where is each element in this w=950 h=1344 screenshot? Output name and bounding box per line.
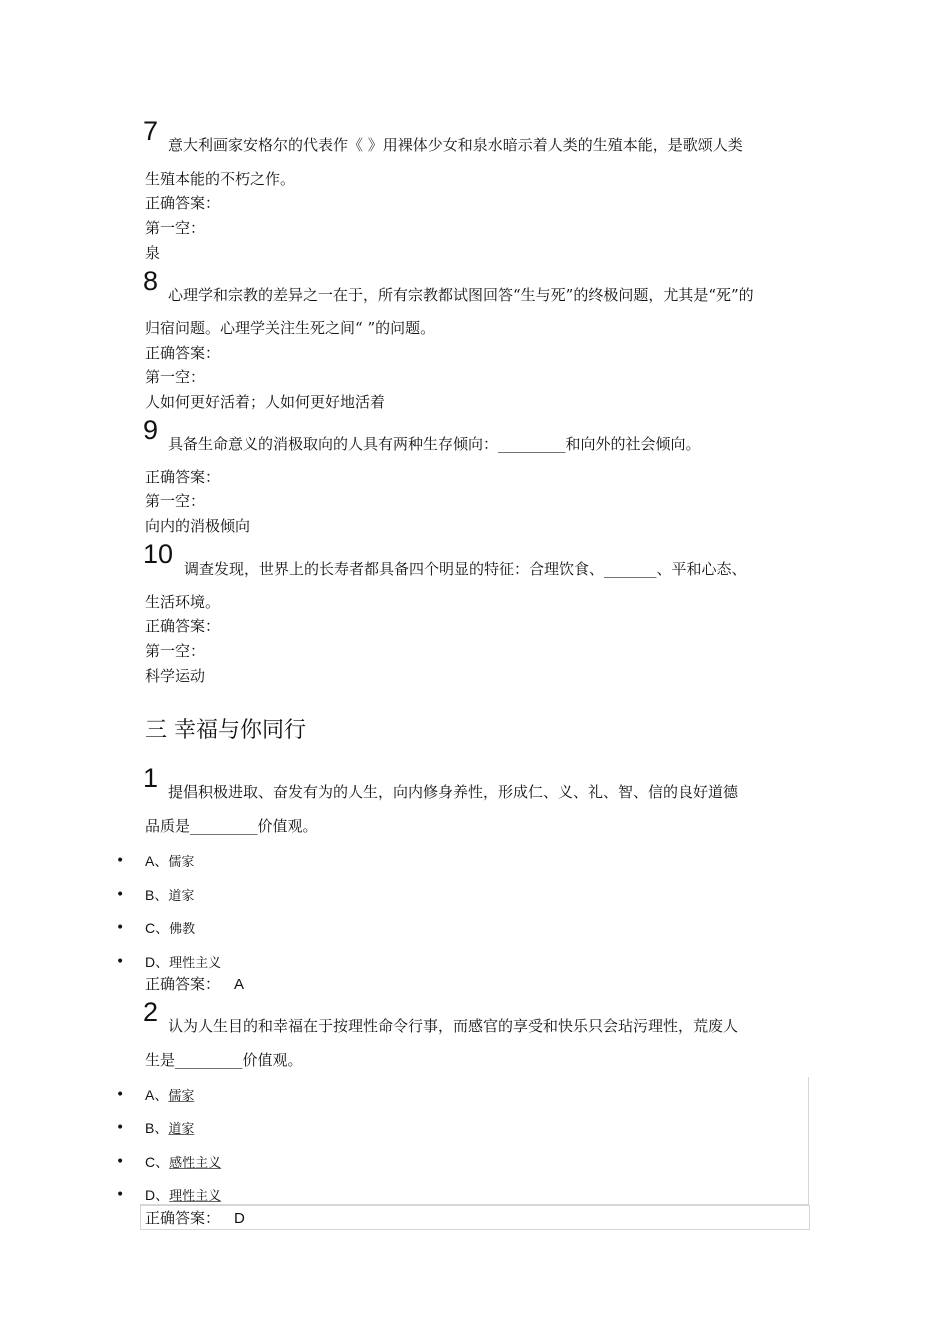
answer-label: 正确答案：: [145, 617, 221, 635]
question-number: 1: [143, 763, 159, 793]
option-a[interactable]: A、儒家: [145, 1087, 195, 1104]
question-number: 8: [143, 266, 159, 296]
question-text: 心理学和宗教的差异之一在于，所有宗教都试图回答“生与死”的终极问题，尤其是“死”的: [168, 286, 754, 304]
option-b[interactable]: B、道家: [145, 1120, 195, 1137]
question-text: 调查发现，世界上的长寿者都具备四个明显的特征：合理饮食、_______、平和心态、: [184, 560, 747, 578]
question-text: 具备生命意义的消极取向的人具有两种生存倾向：_________和向外的社会倾向。: [168, 435, 701, 453]
answer-value: 泉: [145, 244, 161, 262]
question-text-continued: 品质是_________价值观。: [145, 817, 318, 835]
option-d[interactable]: D、理性主义: [145, 1187, 222, 1204]
option-b: B、道家: [145, 887, 195, 904]
answer-row: [145, 974, 244, 995]
question-number: 10: [143, 539, 174, 569]
bullet-icon: •: [116, 1087, 125, 1103]
question-number: 9: [143, 415, 159, 445]
option-c[interactable]: C、感性主义: [145, 1154, 222, 1171]
question-text-continued: 生是_________价值观。: [145, 1051, 303, 1069]
bullet-icon: •: [116, 954, 125, 970]
bullet-icon: •: [116, 1120, 125, 1136]
question-number: 7: [143, 116, 159, 146]
blank-label: 第一空：: [145, 492, 206, 510]
bullet-icon: •: [116, 887, 125, 903]
answer-value: A: [234, 976, 245, 993]
question-text-continued: 归宿问题。心理学关注生死之间“ ”的问题。: [145, 319, 436, 337]
question-text: 意大利画家安格尔的代表作《 》用裸体少女和泉水暗示着人类的生殖本能，是歌颂人类: [168, 136, 743, 154]
option-c: C、佛教: [145, 920, 196, 937]
answer-label: 正确答案：: [145, 975, 221, 993]
answer-label: 正确答案：: [145, 1209, 221, 1227]
question-text-continued: 生殖本能的不朽之作。: [145, 170, 296, 188]
options-frame: [140, 1077, 809, 1205]
section-heading: 三 幸福与你同行: [145, 718, 306, 743]
bullet-icon: •: [116, 853, 125, 869]
blank-label: 第一空：: [145, 219, 206, 237]
option-d: D、理性主义: [145, 954, 222, 971]
question-text: 认为人生目的和幸福在于按理性命令行事，而感官的享受和快乐只会玷污理性，荒废人: [168, 1017, 739, 1035]
answer-value: 向内的消极倾向: [145, 517, 251, 535]
answer-label: 正确答案：: [145, 344, 221, 362]
answer-value: 人如何更好活着；人如何更好地活着: [145, 393, 386, 411]
question-number: 2: [143, 997, 159, 1027]
blank-label: 第一空：: [145, 642, 206, 660]
answer-value: D: [234, 1210, 245, 1227]
answer-label: 正确答案：: [145, 194, 221, 212]
answer-value: 科学运动: [145, 667, 206, 685]
question-text-continued: 生活环境。: [145, 593, 221, 611]
answer-row: [145, 1208, 245, 1229]
bullet-icon: •: [116, 1187, 125, 1203]
question-text: 提倡积极进取、奋发有为的人生，向内修身养性，形成仁、义、礼、智、信的良好道德: [168, 783, 739, 801]
bullet-icon: •: [116, 920, 125, 936]
option-a: A、儒家: [145, 853, 195, 870]
answer-label: 正确答案：: [145, 468, 221, 486]
blank-label: 第一空：: [145, 368, 206, 386]
bullet-icon: •: [116, 1154, 125, 1170]
